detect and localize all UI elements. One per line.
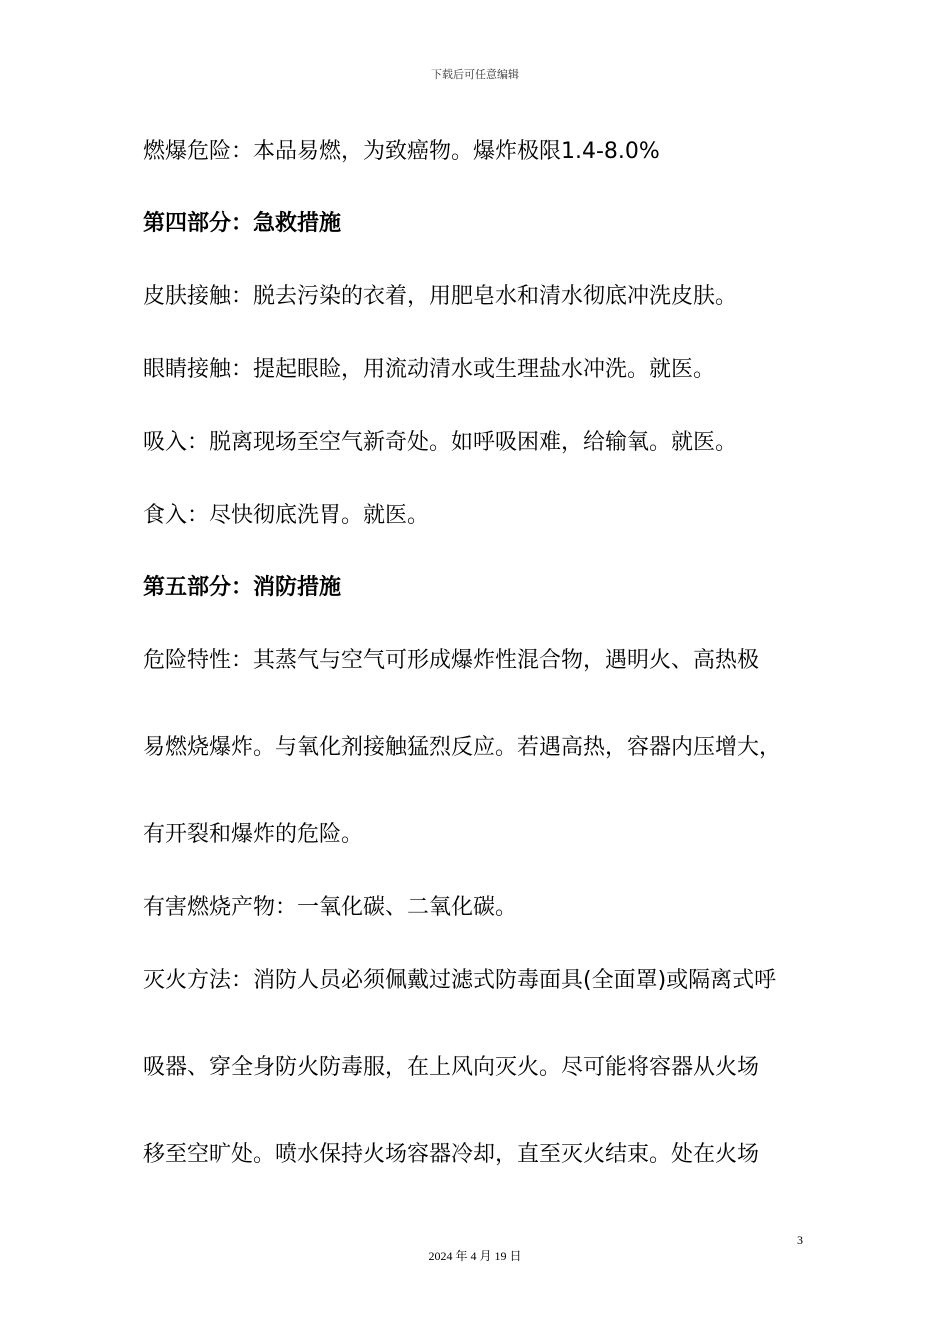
text-line: 燃爆危险：本品易燃，为致癌物。爆炸极限1.4-8.0% (143, 139, 660, 164)
text-line: 危险特性：其蒸气与空气可形成爆炸性混合物，遇明火、高热极 (143, 648, 760, 673)
text-line: 易燃烧爆炸。与氧化剂接触猛烈反应。若遇高热，容器内压增大， (143, 735, 782, 760)
text-line: 有开裂和爆炸的危险。 (143, 822, 364, 847)
section-heading: 第四部分：急救措施 (143, 211, 342, 236)
text-line: 吸器、穿全身防火防毒服，在上风向灭火。尽可能将容器从火场 (143, 1055, 760, 1080)
text-line: 食入：尽快彻底洗胃。就医。 (143, 503, 430, 528)
page-footer-date: 2024 年 4 月 19 日 (428, 1249, 522, 1263)
section-heading: 第五部分：消防措施 (143, 575, 342, 600)
text-line: 皮肤接触：脱去污染的衣着，用肥皂水和清水彻底冲洗皮肤。 (143, 284, 738, 309)
page-number: 3 (797, 1233, 803, 1247)
text-line: 灭火方法：消防人员必须佩戴过滤式防毒面具(全面罩)或隔离式呼 (143, 968, 777, 993)
text-line: 有害燃烧产物：一氧化碳、二氧化碳。 (143, 895, 518, 920)
text-line: 眼睛接触：提起眼睑，用流动清水或生理盐水冲洗。就医。 (143, 357, 716, 382)
text-line: 吸入：脱离现场至空气新奇处。如呼吸困难，给输氧。就医。 (143, 430, 738, 455)
page-header: 下载后可任意编辑 (431, 68, 519, 81)
text-line: 移至空旷处。喷水保持火场容器冷却，直至灭火结束。处在火场 (143, 1142, 760, 1167)
